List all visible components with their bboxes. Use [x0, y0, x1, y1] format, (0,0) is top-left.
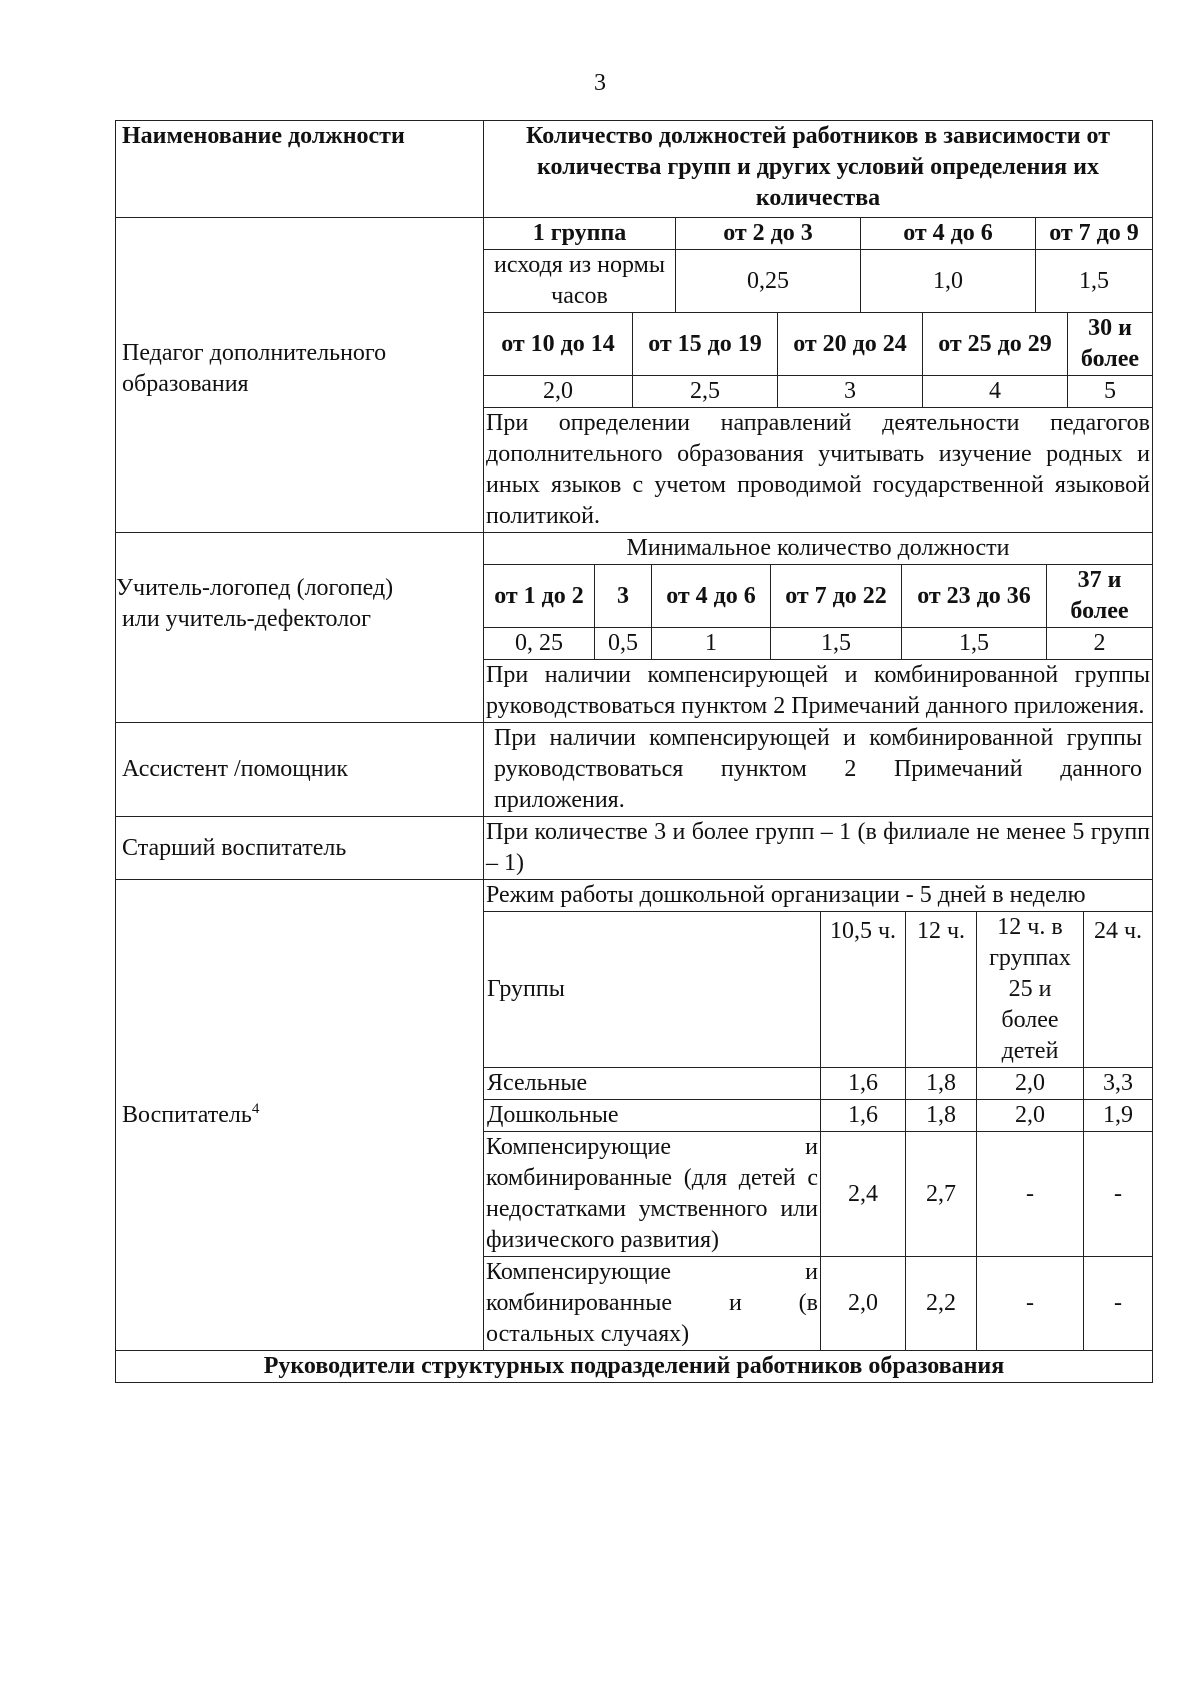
assistant-name: Ассистент /помощник — [116, 723, 484, 817]
educator-cell: - — [977, 1132, 1084, 1257]
pedagog-value-3: 1,0 — [861, 250, 1036, 313]
table-header-row — [116, 121, 1153, 218]
educator-footnote: 4 — [251, 1100, 260, 1117]
educator-col-1: 10,5 ч. — [821, 912, 906, 1068]
pedagog-group-9: 30 и более — [1068, 313, 1153, 376]
educator-row-preschool — [484, 1100, 1152, 1132]
row-pedagog — [116, 218, 1153, 533]
educator-cell: - — [977, 1257, 1084, 1351]
educator-cell: 2,4 — [821, 1132, 906, 1257]
logoped-group-3: от 4 до 6 — [652, 565, 771, 628]
educator-cell: 1,8 — [906, 1068, 977, 1100]
page-number: 3 — [594, 70, 606, 96]
pedagog-value-8: 4 — [923, 376, 1068, 408]
logoped-value-3: 1 — [652, 628, 771, 660]
row-senior — [116, 817, 1153, 880]
pedagog-name: Педагог дополнительного образования — [116, 218, 484, 533]
logoped-group-1: от 1 до 2 — [484, 565, 595, 628]
educator-cell: 2,0 — [977, 1068, 1084, 1100]
educator-cell: 3,3 — [1084, 1068, 1153, 1100]
educator-cell: 2,0 — [977, 1100, 1084, 1132]
logoped-note: При наличии компенсирующей и комбинированной группы руководствоваться пунктом 2 Примечаний данного приложения. — [484, 660, 1152, 723]
pedagog-value-7: 3 — [778, 376, 923, 408]
educator-row-compensating-2 — [484, 1257, 1152, 1351]
pedagog-value-6: 2,5 — [633, 376, 778, 408]
logoped-group-2: 3 — [595, 565, 652, 628]
pedagog-group-5: от 10 до 14 — [484, 313, 633, 376]
pedagog-value-2: 0,25 — [676, 250, 861, 313]
educator-col-3: 12 ч. в группах 25 и более детей — [977, 912, 1084, 1068]
pedagog-group-1: 1 группа — [484, 218, 676, 250]
header-count: Количество должностей работников в зависимости от количества групп и других условий определения их количества — [484, 121, 1153, 218]
educator-cell: 2,0 — [821, 1257, 906, 1351]
logoped-value-4: 1,5 — [771, 628, 902, 660]
logoped-value-6: 2 — [1047, 628, 1153, 660]
pedagog-note-table — [484, 407, 1152, 532]
row-logoped — [116, 533, 1153, 723]
logoped-group-6: 37 и более — [1047, 565, 1153, 628]
educator-row-label: Компенсирующие и комбинированные и (в остальных случаях) — [484, 1257, 821, 1351]
pedagog-note: При определении направлений деятельности педагогов дополнительного образования учитывать изучение родных и иных языков с учетом проводимой государственной языковой политикой. — [486, 410, 1150, 529]
educator-row-label: Компенсирующие и комбинированные (для детей с недостатками умственного или физического развития) — [484, 1132, 821, 1257]
educator-row-label: Ясельные — [484, 1068, 821, 1100]
row-section-title — [116, 1351, 1153, 1383]
senior-note: При количестве 3 и более групп – 1 (в филиале не менее 5 групп – 1) — [484, 817, 1153, 880]
pedagog-value-9: 5 — [1068, 376, 1153, 408]
educator-cell: 2,2 — [906, 1257, 977, 1351]
header-position-name: Наименование должности — [116, 121, 484, 218]
logoped-name-line2: или учитель-дефектолог — [122, 606, 372, 632]
pedagog-group-6: от 15 до 19 — [633, 313, 778, 376]
pedagog-group-7: от 20 до 24 — [778, 313, 923, 376]
logoped-value-2: 0,5 — [595, 628, 652, 660]
educator-cell: 2,7 — [906, 1132, 977, 1257]
assistant-note: При наличии компенсирующей и комбинированной группы руководствоваться пунктом 2 Примечаний данного приложения. — [484, 723, 1153, 817]
educator-cell: 1,6 — [821, 1100, 906, 1132]
educator-cell: 1,8 — [906, 1100, 977, 1132]
section-title: Руководители структурных подразделений работников образования — [116, 1351, 1153, 1383]
educator-name: Воспитатель — [122, 1101, 252, 1128]
pedagog-group-2: от 2 до 3 — [676, 218, 861, 250]
logoped-name-line1: Учитель-логопед (логопед) — [116, 575, 394, 601]
pedagog-group-8: от 25 до 29 — [923, 313, 1068, 376]
educator-col-2: 12 ч. — [906, 912, 977, 1068]
logoped-value-1: 0, 25 — [484, 628, 595, 660]
pedagog-subtable — [484, 218, 1152, 312]
educator-name-cell — [116, 880, 484, 1351]
pedagog-value-5: 2,0 — [484, 376, 633, 408]
educator-mode: Режим работы дошкольной организации - 5 дней в неделю — [484, 880, 1152, 912]
pedagog-subtable-2 — [484, 312, 1152, 407]
educator-row-nursery — [484, 1068, 1152, 1100]
logoped-min-label: Минимальное количество должности — [484, 533, 1152, 565]
educator-subtable — [484, 880, 1152, 1350]
educator-cell: - — [1084, 1132, 1153, 1257]
staffing-table — [115, 120, 1153, 1383]
logoped-subtable — [484, 533, 1152, 722]
logoped-name-cell — [116, 533, 484, 723]
logoped-value-5: 1,5 — [902, 628, 1047, 660]
pedagog-group-4: от 7 до 9 — [1036, 218, 1153, 250]
logoped-group-4: от 7 до 22 — [771, 565, 902, 628]
pedagog-value-1: исходя из нормы часов — [484, 250, 676, 313]
educator-cell: 1,9 — [1084, 1100, 1153, 1132]
educator-groups-label: Группы — [484, 912, 821, 1068]
pedagog-group-3: от 4 до 6 — [861, 218, 1036, 250]
row-assistant — [116, 723, 1153, 817]
educator-row-label: Дошкольные — [484, 1100, 821, 1132]
educator-row-compensating-1 — [484, 1132, 1152, 1257]
educator-col-4: 24 ч. — [1084, 912, 1153, 1068]
educator-cell: - — [1084, 1257, 1153, 1351]
logoped-group-5: от 23 до 36 — [902, 565, 1047, 628]
pedagog-value-4: 1,5 — [1036, 250, 1153, 313]
row-educator — [116, 880, 1153, 1351]
educator-cell: 1,6 — [821, 1068, 906, 1100]
senior-name: Старший воспитатель — [116, 817, 484, 880]
